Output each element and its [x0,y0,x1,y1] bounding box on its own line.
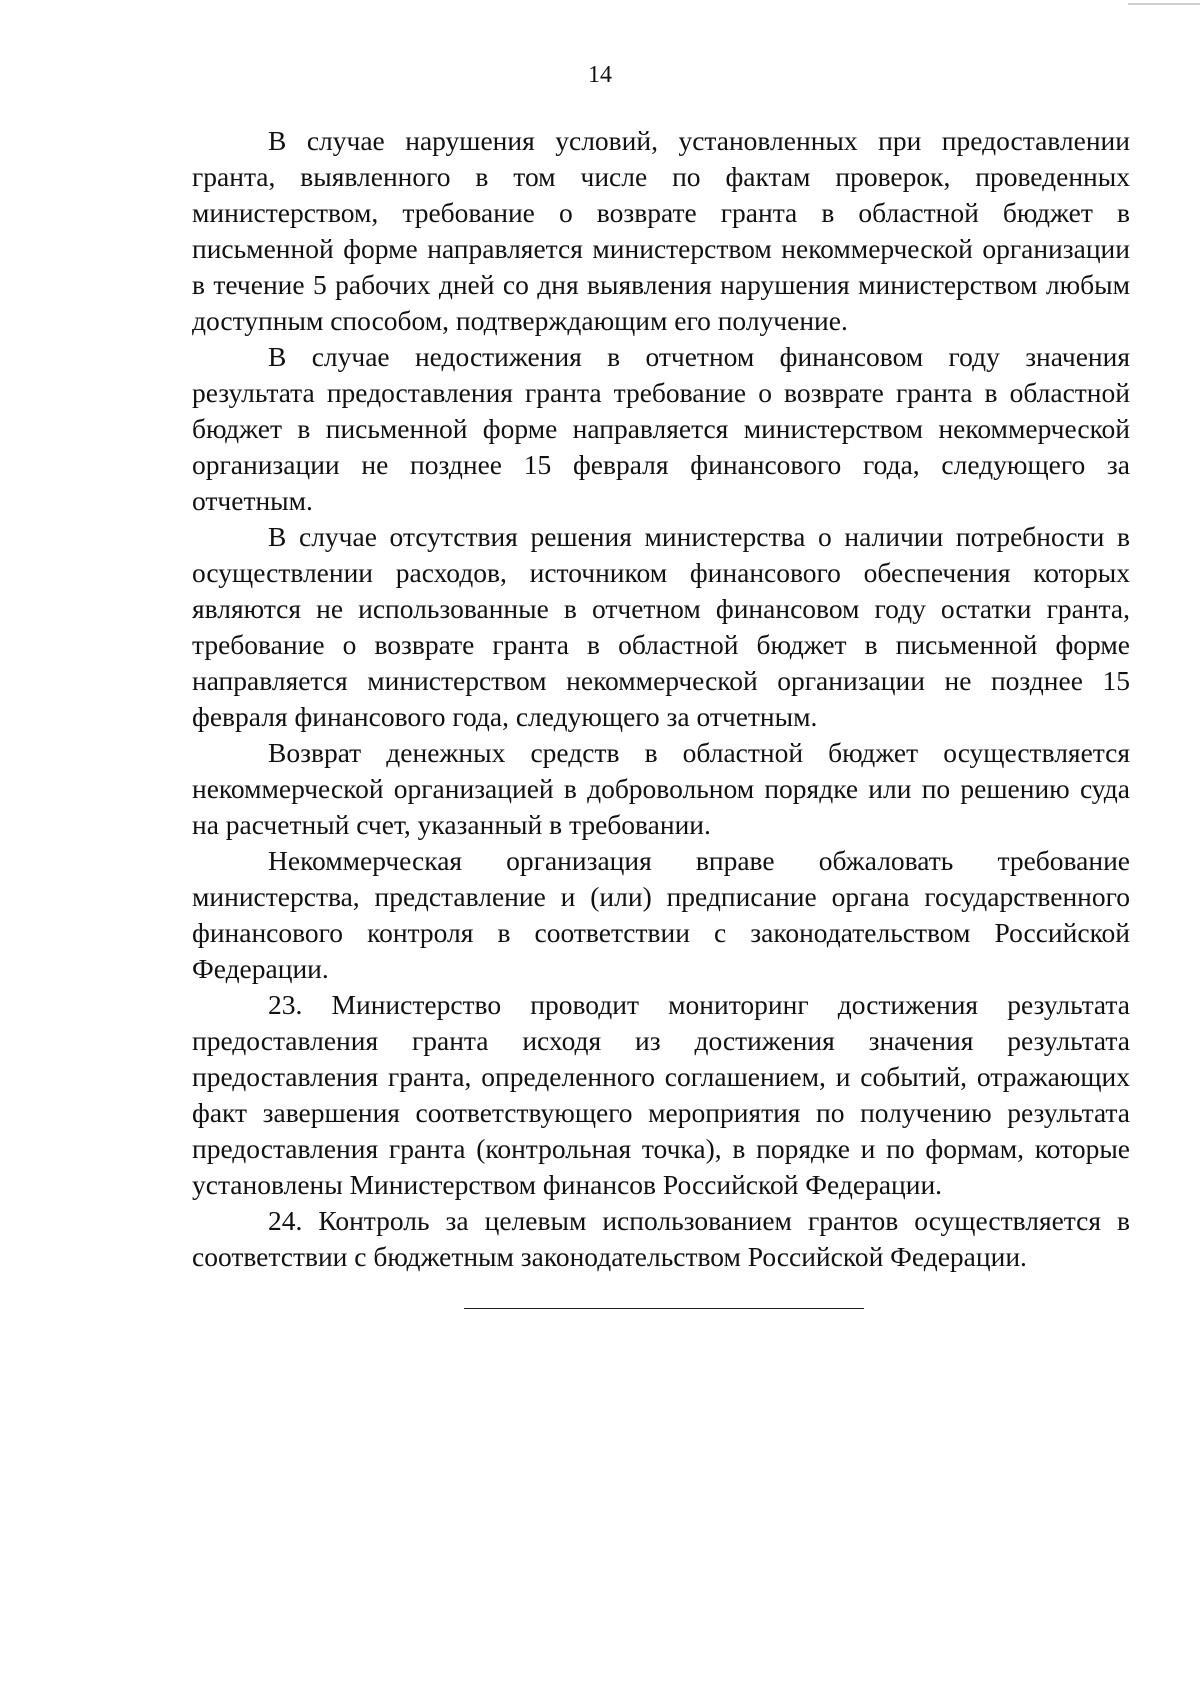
scan-edge-mark [1128,3,1200,5]
paragraph-item-24-control: 24. Контроль за целевым использованием грантов осуществляется в соответствии с бюджетным законодательством Российской Федерации. [192,1205,1130,1272]
page-number: 14 [588,62,612,88]
paragraph-violation-refund: В случае нарушения условий, установленных при предоставлении гранта, выявленного в том числе по фактам проверок, проведенных министерством, требование о возврате гранта в областной бюджет в письменной форме направляется министерством некоммерческой организации в течение 5 рабочих дней со дня выявления нарушения министерством любым доступным способом, подтверждающим его получение. [192,125,1130,336]
paragraph-appeal-right: Некоммерческая организация вправе обжаловать требование министерства, представление и (или) предписание органа государственного финансового контроля в соответствии с законодательством Российской Федерации. [192,845,1130,984]
paragraph-result-not-achieved: В случае недостижения в отчетном финансовом году значения результата предоставления гранта требование о возврате гранта в областной бюджет в письменной форме направляется министерством некоммерческой организации не позднее 15 февраля финансового года, следующего за отчетным. [192,341,1130,516]
paragraph-refund-procedure: Возврат денежных средств в областной бюджет осуществляется некоммерческой организацией в добровольном порядке или по решению суда на расчетный счет, указанный в требовании. [192,737,1130,840]
paragraph-unused-balance: В случае отсутствия решения министерства о наличии потребности в осуществлении расходов, источником финансового обеспечения которых являются не использованные в отчетном финансовом году остатки гранта, требование о возврате гранта в областной бюджет в письменной форме направляется министерством некоммерческой организации не позднее 15 февраля финансового года, следующего за отчетным. [192,521,1130,732]
end-of-document-rule [464,1308,864,1309]
paragraph-item-23-monitoring: 23. Министерство проводит мониторинг достижения результата предоставления гранта исходя из достижения значения результата предоставления гранта, определенного соглашением, и событий, отражающих факт завершения соответствующего мероприятия по получению результата предоставления гранта (контрольная точка), в порядке и по формам, которые установлены Министерством финансов Российской Федерации. [192,989,1130,1200]
document-body [192,123,1130,1275]
